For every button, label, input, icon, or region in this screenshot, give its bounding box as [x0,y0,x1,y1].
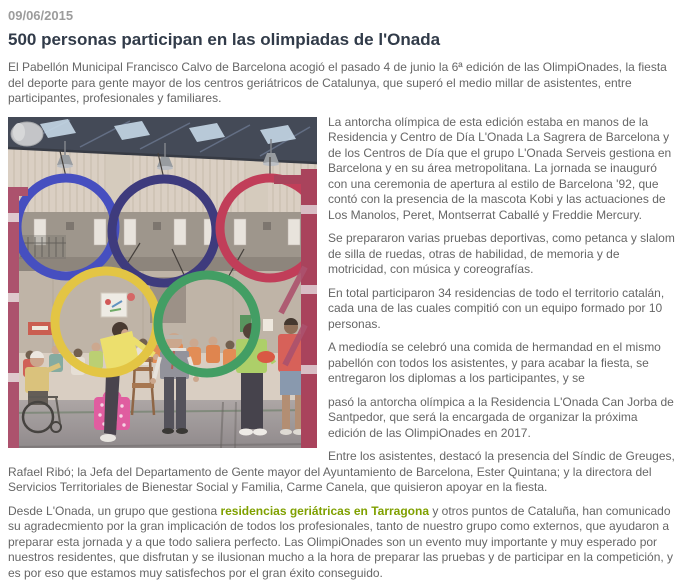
closing-text-after: y otros puntos de Cataluña, han comunicado su agradecmiento por la gran implicación de todos los profesionales, tanto de nuestro grupo como externos, que ayudaron a preparar esta jornada y a que todo saliera perfecto. Las OlimpiOnades son un evento muy importante y muy esperado por nuestros residentes, que disfrutan y se ilusionan mucho a la hora de preparar las pruebas y de participar en la competición, y es por eso que estamos muy satisfechos por el gran éxito conseguido. [8,504,673,580]
article-date: 09/06/2015 [8,8,675,23]
article-closing [8,504,675,581]
article-paragraph: En total participaron 34 residencias de todo el territorio catalán, cada una de las cuales compitió con un equipo formado por 10 personas. [8,286,675,333]
article-paragraph: Entre los asistentes, destacó la presencia del Síndic de Greuges, Rafael Ribó; la Jefa del Departamento de Gente mayor del Ayuntamiento de Barcelona, Ester Quintana; y la directora del Servicios Territoriales de Bienestar Social y Familia, Carme Canela, que quisieron apoyar en la fiesta. [8,449,675,496]
article-paragraph: pasó la antorcha olímpica a la Residencia L'Onada Can Jorba de Santpedor, que será la encargada de organizar la próxima edición de las OlimpiOnades en 2017. [8,395,675,442]
article-paragraph: A mediodía se celebró una comida de hermandad en el mismo pabellón con todos los asistentes, y para acabar la fiesta, se entregaron los diplomas a los participantes, y se [8,340,675,387]
closing-text-before: Desde L'Onada, un grupo que gestiona [8,504,220,518]
article-photo [8,117,317,448]
tarragona-residences-link[interactable]: residencias geriátricas en Tarragona [220,504,429,518]
article-intro: El Pabellón Municipal Francisco Calvo de Barcelona acogió el pasado 4 de junio la 6ª edición de las OlimpiOnades, la fiesta del deporte para gente mayor de los centros geriátricos de Catalunya, que superó el medio millar de asistentes, entre participantes, profesionales y familiares. [8,60,675,107]
article-paragraph: La antorcha olímpica de esta edición estaba en manos de la Residencia y Centro de Día L'Onada La Sagrera de Barcelona y de los Centros de Día que el grupo L'Onada Serveis gestiona en Barcelona y en su área metropolitana. La jornada se inauguró con una ceremonia de apertura al estilo de Barcelona '92, que contó con la presencia de la mascota Kobi y las actuaciones de Los Manolos, Peret, Montserrat Caballé y Freddie Mercury. [8,115,675,224]
article-paragraph: Se prepararon varias pruebas deportivas, como petanca y slalom de silla de ruedas, otras de habilidad, de memoria y de motricidad, con música y coreografías. [8,231,675,278]
page-title: 500 personas participan en las olimpiadas de l'Onada [8,30,675,50]
photo-filter-overlay [8,117,317,448]
article-photo-illustration [8,117,317,448]
